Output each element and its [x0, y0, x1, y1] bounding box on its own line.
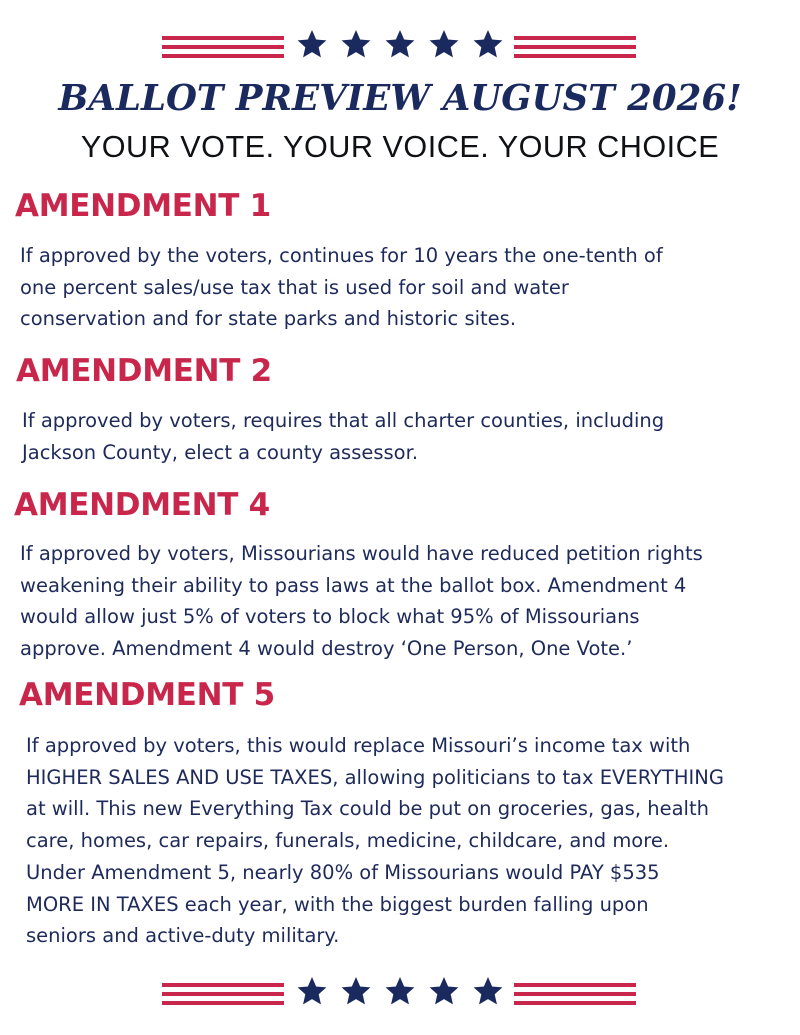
star-icon	[340, 975, 372, 1007]
amendment-5-line: MORE IN TAXES each year, with the biggest burden falling upon	[26, 892, 649, 916]
amendment-1-text	[20, 240, 663, 335]
stars-row	[296, 975, 506, 1009]
amendment-5-line: seniors and active-duty military.	[26, 924, 340, 948]
star-icon	[384, 975, 416, 1007]
star-icon	[296, 975, 328, 1007]
amendment-2-line: Jackson County, elect a county assessor.	[22, 440, 419, 464]
left-stripes-decoration	[162, 983, 284, 1007]
star-icon	[472, 28, 504, 60]
page-title: BALLOT PREVIEW AUGUST 2026!	[58, 78, 742, 119]
amendment-4-text	[20, 538, 703, 665]
star-icon	[296, 28, 328, 60]
amendment-4-line: would allow just 5% of voters to block what 95% of Missourians	[20, 605, 640, 629]
left-stripes-decoration	[162, 36, 284, 60]
amendment-5-line: HIGHER SALES AND USE TAXES, allowing politicians to tax EVERYTHING	[26, 765, 724, 789]
star-icon	[428, 975, 460, 1007]
amendment-5-heading: AMENDMENT 5	[19, 677, 275, 713]
amendment-1-line: one percent sales/use tax that is used for soil and water	[20, 275, 569, 299]
right-stripes-decoration	[514, 983, 636, 1007]
star-icon	[340, 28, 372, 60]
amendment-4-heading: AMENDMENT 4	[14, 487, 270, 523]
amendment-5-text	[26, 730, 724, 952]
amendment-4-line: If approved by voters, Missourians would have reduced petition rights	[20, 542, 703, 565]
amendment-2-text	[22, 405, 664, 468]
amendment-5-line: Under Amendment 5, nearly 80% of Missourians would PAY $535	[26, 860, 660, 884]
amendment-5-line: care, homes, car repairs, funerals, medicine, childcare, and more.	[26, 829, 670, 853]
amendment-5-line: at will. This new Everything Tax could be put on groceries, gas, health	[26, 797, 709, 821]
star-icon	[384, 28, 416, 60]
amendment-5-line: If approved by voters, this would replace Missouri’s income tax with	[26, 734, 691, 757]
right-stripes-decoration	[514, 36, 636, 60]
amendment-2-line: If approved by voters, requires that all charter counties, including	[22, 409, 665, 432]
bottom-banner	[0, 973, 800, 1013]
star-icon	[472, 975, 504, 1007]
star-icon	[428, 28, 460, 60]
amendment-2-heading: AMENDMENT 2	[16, 353, 272, 389]
amendment-1-line: conservation and for state parks and historic sites.	[20, 307, 517, 331]
amendment-4-line: weakening their ability to pass laws at the ballot box. Amendment 4	[20, 573, 687, 597]
amendment-1-heading: AMENDMENT 1	[15, 188, 271, 224]
amendment-4-line: approve. Amendment 4 would destroy ‘One Person, One Vote.’	[20, 637, 633, 661]
amendment-1-line: If approved by the voters, continues for 10 years the one-tenth of	[20, 244, 663, 267]
stars-row	[296, 28, 506, 62]
page-subtitle: YOUR VOTE. YOUR VOICE. YOUR CHOICE	[80, 130, 720, 164]
top-banner	[0, 26, 800, 66]
